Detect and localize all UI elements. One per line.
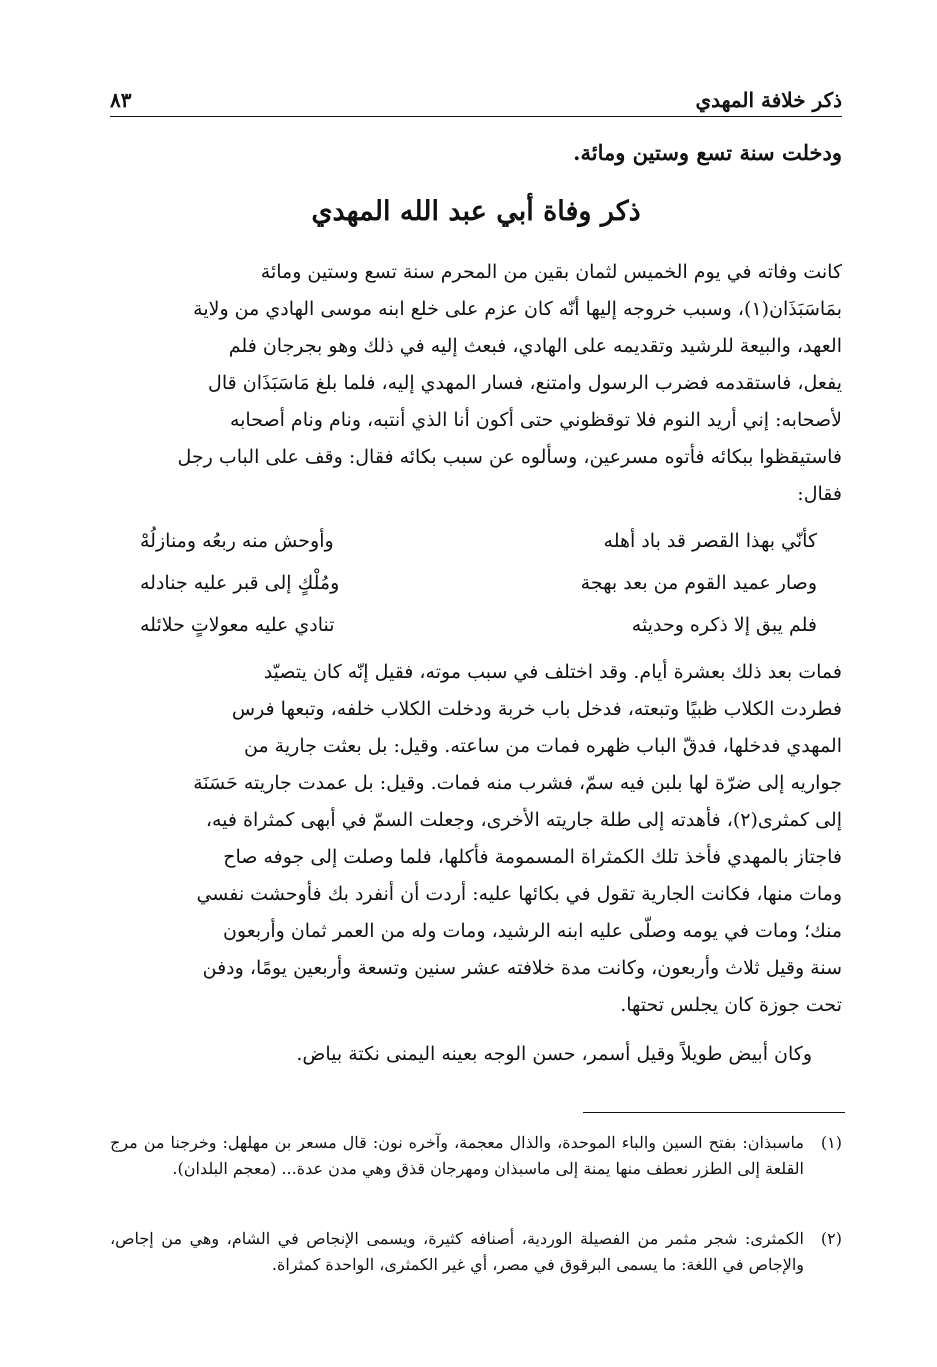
verse-first-hemistich: كأنّي بهذا القصر قد باد أهله bbox=[603, 530, 817, 552]
text-line: سنة وقيل ثلاث وأربعون، وكانت مدة خلافته عشر سنين وتسعة وأربعين يومًا، ودفن bbox=[202, 957, 842, 979]
running-header bbox=[110, 78, 842, 112]
text-line: يفعل، فاستقدمه فضرب الرسول وامتنع، فسار المهدي إليه، فلما بلغ مَاسَبَذَان قال bbox=[208, 372, 842, 394]
header-rule bbox=[110, 116, 842, 117]
footnote bbox=[110, 1226, 842, 1278]
text-line: وكان أبيض طويلاً وقيل أسمر، حسن الوجه بعينه اليمنى نكتة بياض. bbox=[296, 1043, 812, 1065]
section-title: ذكر وفاة أبي عبد الله المهدي bbox=[311, 196, 641, 227]
text-line: جواريه إلى ضرّة لها بلبن فيه سمّ، فشرب منه فمات. وقيل: بل عمدت جاريته حَسَنَة bbox=[193, 772, 842, 794]
page-number: ٨٣ bbox=[110, 88, 132, 112]
footnote-text: الكمثرى: شجر مثمر من الفصيلة الوردية، أصنافه كثيرة، ويسمى الإنجاص في الشام، وهي من إجاص، والإجاص في اللغة: ما يسمى البرقوق في مصر، أي غير الكمثرى، الواحدة كمثراة. bbox=[110, 1229, 804, 1274]
poem bbox=[140, 520, 842, 646]
text-line: فاستيقظوا ببكائه فأتوه مسرعين، وسألوه عن سبب بكائه فقال: وقف على الباب رجل bbox=[177, 446, 842, 468]
footnote-number: (٢) bbox=[820, 1229, 842, 1248]
footnote-rule bbox=[583, 1112, 845, 1113]
text-line: تحت جوزة كان يجلس تحتها. bbox=[620, 994, 842, 1016]
paragraph-2 bbox=[140, 654, 842, 1024]
verse-line bbox=[140, 562, 842, 604]
text-line: بمَاسَبَذَان(١)، وسبب خروجه إليها أنّه كان عزم على خلع ابنه موسى الهادي من ولاية bbox=[193, 298, 842, 320]
running-title: ذكر خلافة المهدي bbox=[695, 88, 842, 112]
verse-first-hemistich: فلم يبق إلا ذكره وحديثه bbox=[631, 614, 817, 636]
footnote-text: ماسبذان: بفتح السين والباء الموحدة، والذال معجمة، وآخره نون: قال مسعر بن مهلهل: وخرجنا من مرج القلعة إلى الطزر نعطف منها يمنة إلى ماسبذان ومهرجان قذق وهي مدن عدة... (معجم البلدان). bbox=[110, 1133, 804, 1178]
verse-line bbox=[140, 520, 842, 562]
text-line: كانت وفاته في يوم الخميس لثمان بقين من المحرم سنة تسع وستين ومائة bbox=[260, 261, 842, 283]
intro-line: ودخلت سنة تسع وستين ومائة. bbox=[573, 140, 842, 165]
verse-second-hemistich: ومُلْكٍ إلى قبر عليه جنادله bbox=[140, 572, 340, 594]
verse-second-hemistich: تنادي عليه معولاتٍ حلائله bbox=[140, 614, 335, 636]
text-line: فاجتاز بالمهدي فأخذ تلك الكمثراة المسمومة فأكلها، فلما وصلت إلى جوفه صاح bbox=[223, 846, 842, 868]
text-line: فطردت الكلاب ظبيًا وتبعته، فدخل باب خربة ودخلت الكلاب خلفه، وتبعها فرس bbox=[231, 698, 842, 720]
text-line: إلى كمثرى(٢)، فأهدته إلى طلة جاريته الأخرى، وجعلت السمّ في أبهى كمثراة فيه، bbox=[205, 809, 842, 831]
paragraph-3 bbox=[140, 1036, 842, 1073]
text-line: لأصحابه: إني أريد النوم فلا توقظوني حتى أكون أنا الذي أنتبه، ونام ونام أصحابه bbox=[229, 409, 842, 431]
text-line: ومات منها، فكانت الجارية تقول في بكائها عليه: أردت أن أنفرد بك فأوحشت نفسي bbox=[196, 883, 842, 905]
verse-line bbox=[140, 604, 842, 646]
verse-second-hemistich: وأوحش منه ربعُه ومنازلُهْ bbox=[140, 530, 334, 552]
verse-first-hemistich: وصار عميد القوم من بعد بهجة bbox=[580, 572, 817, 594]
text-line: فمات بعد ذلك بعشرة أيام. وقد اختلف في سبب موته، فقيل إنّه كان يتصيّد bbox=[263, 661, 842, 683]
footnote-number: (١) bbox=[820, 1133, 842, 1152]
text-line: فقال: bbox=[797, 483, 842, 505]
paragraph-1 bbox=[140, 254, 842, 513]
footnote bbox=[110, 1130, 842, 1182]
text-line: المهدي فدخلها، فدقّ الباب ظهره فمات من ساعته. وقيل: بل بعثت جارية من bbox=[243, 735, 842, 757]
text-line: العهد، والبيعة للرشيد وتقديمه على الهادي، فبعث إليه في ذلك وهو بجرجان فلم bbox=[228, 335, 842, 357]
text-line: منك؛ ومات في يومه وصلّى عليه ابنه الرشيد، ومات وله من العمر ثمان وأربعون bbox=[222, 920, 842, 942]
